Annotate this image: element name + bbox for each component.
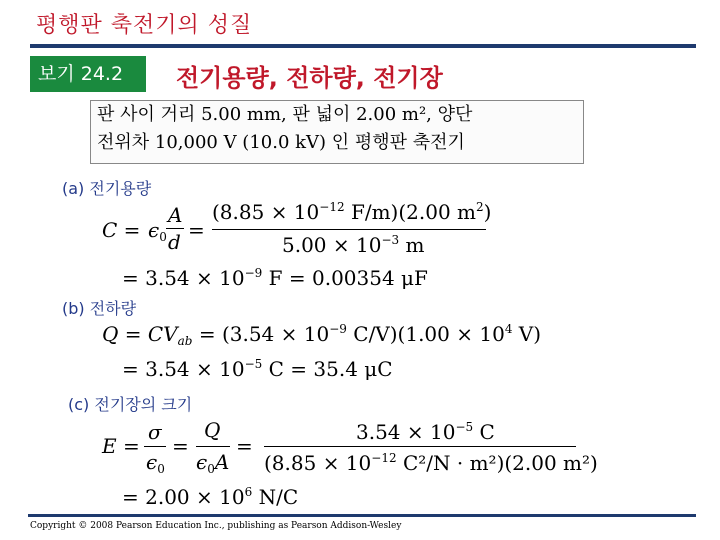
part-c-sigma: σ bbox=[148, 420, 162, 444]
part-c-Q: Q bbox=[204, 418, 221, 442]
part-c-equals-1: = bbox=[172, 434, 189, 458]
part-a-equals: = bbox=[188, 218, 205, 242]
slide-title: 평행판 축전기의 성질 bbox=[36, 13, 253, 38]
example-badge: 보기 24.2 bbox=[30, 56, 146, 92]
part-c-result: = $2.00 \times 10^6$ N/C bbox=[122, 485, 299, 509]
title-rule bbox=[30, 44, 696, 48]
part-a-fraction-line-1 bbox=[166, 228, 184, 229]
part-b-line-1: $Q = CV_{ab} = (3.54 \times 10^{-9}$ $C/V)(1.00 \times 10^4$ V) bbox=[102, 322, 542, 348]
problem-box bbox=[90, 100, 584, 164]
part-b-label: (b) 전하량 bbox=[62, 299, 137, 318]
part-a-result: = $3.54 \times 10^{-9}$ F = 0.00354 μF bbox=[122, 266, 428, 290]
part-a-d: d bbox=[168, 230, 181, 254]
footer-rule bbox=[28, 514, 696, 517]
part-a-denominator: $5.00 \times 10^{-3}$ m bbox=[282, 233, 425, 257]
part-a-A: A bbox=[168, 203, 183, 227]
problem-line-2: 전위차 10,000 V (10.0 kV) 인 평행판 축전기 bbox=[97, 132, 465, 153]
example-heading: 전기용량, 전하량, 전기장 bbox=[176, 64, 443, 92]
part-c-equals-2: = bbox=[236, 434, 253, 458]
part-c-fraction-line-3 bbox=[264, 446, 576, 447]
part-a-lhs: C = bbox=[102, 218, 141, 242]
part-b-line-2: = $3.54 \times 10^{-5}$ C = 35.4 μC bbox=[122, 357, 393, 381]
part-c-denominator: ($8.85 \times 10^{-12}$ C²/N · m²)(2.00 m²) bbox=[264, 451, 598, 475]
part-c-label: (c) 전기장의 크기 bbox=[68, 395, 193, 414]
part-a-epsilon: $\epsilon_0$ bbox=[148, 218, 167, 244]
part-c-numerator: $3.54 \times 10^{-5}$ C bbox=[356, 420, 495, 444]
part-c-eps-A: $\epsilon_0A$ bbox=[196, 450, 230, 476]
part-c-epsilon: $\epsilon_0$ bbox=[146, 450, 165, 476]
part-c-fraction-line-2 bbox=[196, 446, 230, 447]
problem-line-1: 판 사이 거리 5.00 mm, 판 넓이 2.00 m², 양단 bbox=[97, 104, 473, 125]
part-c-lhs: E = bbox=[102, 434, 140, 458]
part-a-fraction-line-2 bbox=[212, 229, 486, 230]
part-a-label: (a) 전기용량 bbox=[62, 179, 152, 198]
part-a-numerator: ($8.85 \times 10^{-12}$ F/m)(2.00 $m^2$) bbox=[212, 200, 492, 224]
part-c-fraction-line-1 bbox=[144, 446, 166, 447]
copyright-notice: Copyright © 2008 Pearson Education Inc., publishing as Pearson Addison-Wesley bbox=[30, 521, 402, 531]
